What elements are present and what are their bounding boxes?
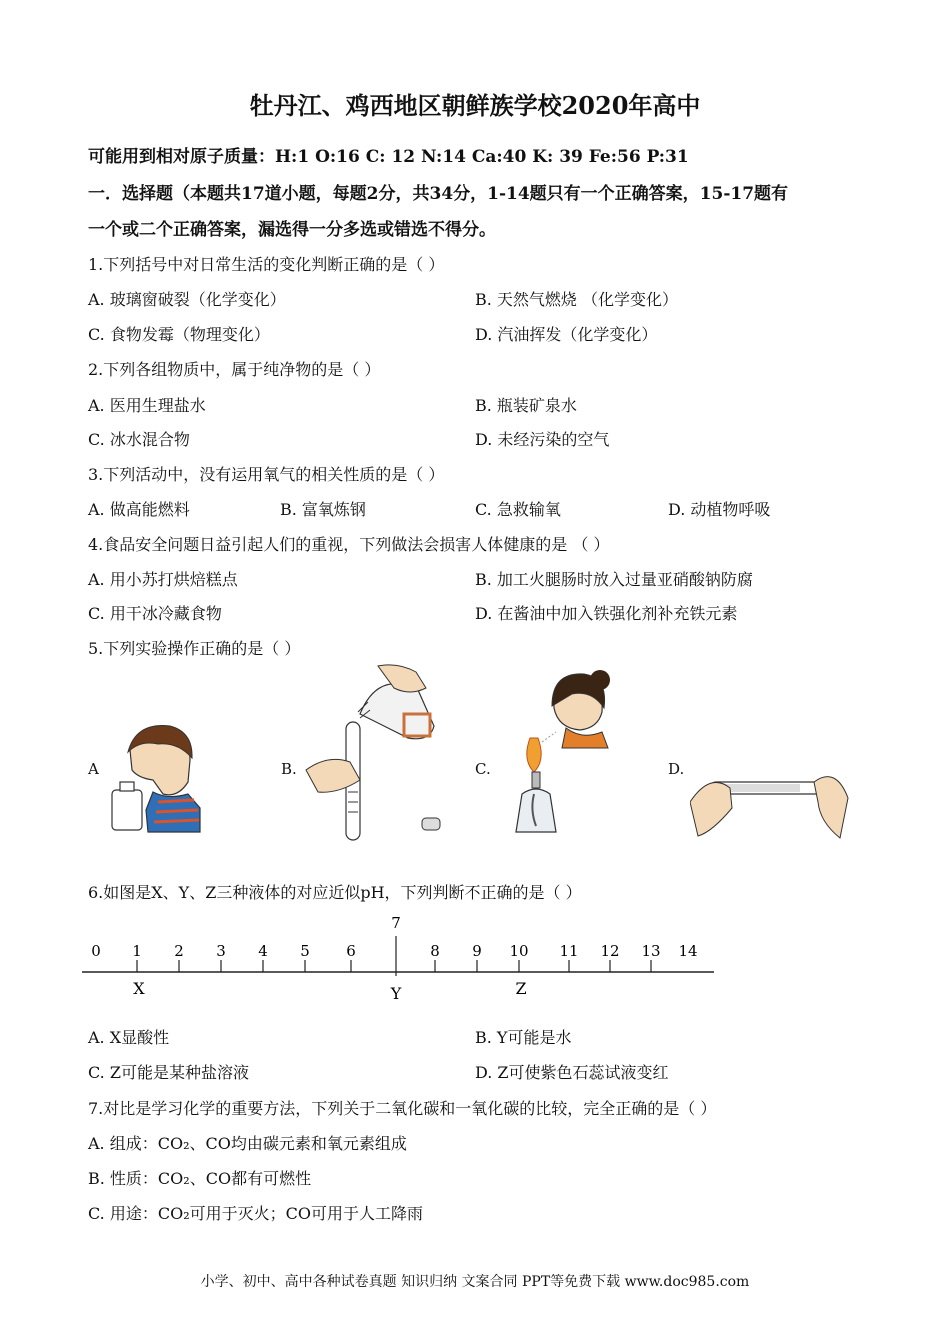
q7-option-c: C. 用途：CO₂可用于灭火；CO可用于人工降雨 bbox=[88, 1204, 423, 1223]
ph-tick-label: 1 bbox=[132, 942, 142, 960]
q6-option-c: C. Z可能是某种盐溶液 bbox=[88, 1063, 249, 1082]
ph-tick-label: 4 bbox=[258, 942, 268, 960]
ph-marker-y: Y bbox=[390, 984, 402, 1003]
q5-label-c: C. bbox=[475, 760, 491, 778]
question-5-stem: 5.下列实验操作正确的是（ ） bbox=[88, 639, 301, 658]
q1-option-c: C. 食物发霉（物理变化） bbox=[88, 325, 270, 344]
ph-tick-label: 13 bbox=[641, 942, 661, 960]
figure-b-pouring-illustration bbox=[298, 662, 458, 842]
ph-scale-diagram bbox=[80, 910, 730, 1010]
ph-tick-label: 0 bbox=[91, 942, 101, 960]
ph-tick-label: 9 bbox=[472, 942, 482, 960]
figure-d-test-tube-illustration bbox=[690, 762, 850, 842]
ph-tick-label: 2 bbox=[174, 942, 184, 960]
section-header-line1: 一．选择题（本题共17道小题，每题2分，共34分，1-14题只有一个正确答案，15-17题有 bbox=[88, 184, 789, 204]
q4-option-c: C. 用干冰冷藏食物 bbox=[88, 604, 222, 623]
atomic-masses: 可能用到相对原子质量：H:1 O:16 C: 12 N:14 Ca:40 K: 39 Fe:56 P:31 bbox=[88, 147, 689, 167]
ph-tick-label: 14 bbox=[678, 942, 698, 960]
figure-a-smelling-illustration bbox=[108, 720, 208, 835]
q1-option-d: D. 汽油挥发（化学变化） bbox=[475, 325, 658, 344]
ph-marker-x: X bbox=[133, 979, 145, 998]
figure-c-lamp-illustration bbox=[512, 668, 622, 840]
q3-option-a: A. 做高能燃料 bbox=[88, 500, 190, 519]
q4-option-d: D. 在酱油中加入铁强化剂补充铁元素 bbox=[475, 604, 738, 623]
section-header-line2: 一个或二个正确答案，漏选得一分多选或错选不得分。 bbox=[88, 220, 496, 240]
q6-option-d: D. Z可使紫色石蕊试液变红 bbox=[475, 1063, 669, 1082]
ph-tick-label: 8 bbox=[430, 942, 440, 960]
page-title: 牡丹江、鸡西地区朝鲜族学校2020年高中 bbox=[249, 91, 701, 120]
q2-option-a: A. 医用生理盐水 bbox=[88, 396, 206, 415]
ph-marker-z: Z bbox=[515, 979, 527, 998]
q3-option-b: B. 富氧炼钢 bbox=[280, 500, 366, 519]
ph-tick-label: 11 bbox=[559, 942, 579, 960]
q7-option-b: B. 性质：CO₂、CO都有可燃性 bbox=[88, 1169, 312, 1188]
question-3-stem: 3.下列活动中，没有运用氧气的相关性质的是（ ） bbox=[88, 465, 445, 484]
question-2-stem: 2.下列各组物质中，属于纯净物的是（ ） bbox=[88, 360, 381, 379]
footer-text: 小学、初中、高中各种试卷真题 知识归纳 文案合同 PPT等免费下载 www.doc985.com bbox=[200, 1274, 750, 1290]
q4-option-a: A. 用小苏打烘焙糕点 bbox=[88, 570, 238, 589]
q4-option-b: B. 加工火腿肠时放入过量亚硝酸钠防腐 bbox=[475, 570, 753, 589]
question-6-stem: 6.如图是X、Y、Z三种液体的对应近似pH，下列判断不正确的是（ ） bbox=[88, 883, 582, 902]
q1-option-b: B. 天然气燃烧 （化学变化） bbox=[475, 290, 679, 309]
q2-option-b: B. 瓶装矿泉水 bbox=[475, 396, 577, 415]
q6-option-a: A. X显酸性 bbox=[88, 1028, 170, 1047]
ph-tick-label: 6 bbox=[346, 942, 356, 960]
q5-label-d: D. bbox=[668, 760, 685, 778]
q1-option-a: A. 玻璃窗破裂（化学变化） bbox=[88, 290, 286, 309]
q2-option-c: C. 冰水混合物 bbox=[88, 430, 190, 449]
ph-tick-label: 12 bbox=[600, 942, 620, 960]
ph-tick-label: 7 bbox=[391, 914, 401, 932]
question-7-stem: 7.对比是学习化学的重要方法，下列关于二氧化碳和一氧化碳的比较，完全正确的是（ ） bbox=[88, 1099, 717, 1118]
question-4-stem: 4.食品安全问题日益引起人们的重视，下列做法会损害人体健康的是 （ ） bbox=[88, 535, 610, 554]
q5-label-a: A bbox=[88, 760, 99, 778]
q3-option-c: C. 急救输氧 bbox=[475, 500, 561, 519]
question-1-stem: 1.下列括号中对日常生活的变化判断正确的是（ ） bbox=[88, 255, 445, 274]
q3-option-d: D. 动植物呼吸 bbox=[668, 500, 771, 519]
q5-label-b: B. bbox=[281, 760, 297, 778]
q7-option-a: A. 组成：CO₂、CO均由碳元素和氧元素组成 bbox=[88, 1134, 407, 1153]
q2-option-d: D. 未经污染的空气 bbox=[475, 430, 610, 449]
ph-tick-label: 3 bbox=[216, 942, 226, 960]
ph-tick-label: 5 bbox=[300, 942, 310, 960]
q6-option-b: B. Y可能是水 bbox=[475, 1028, 572, 1047]
ph-tick-label: 10 bbox=[509, 942, 529, 960]
